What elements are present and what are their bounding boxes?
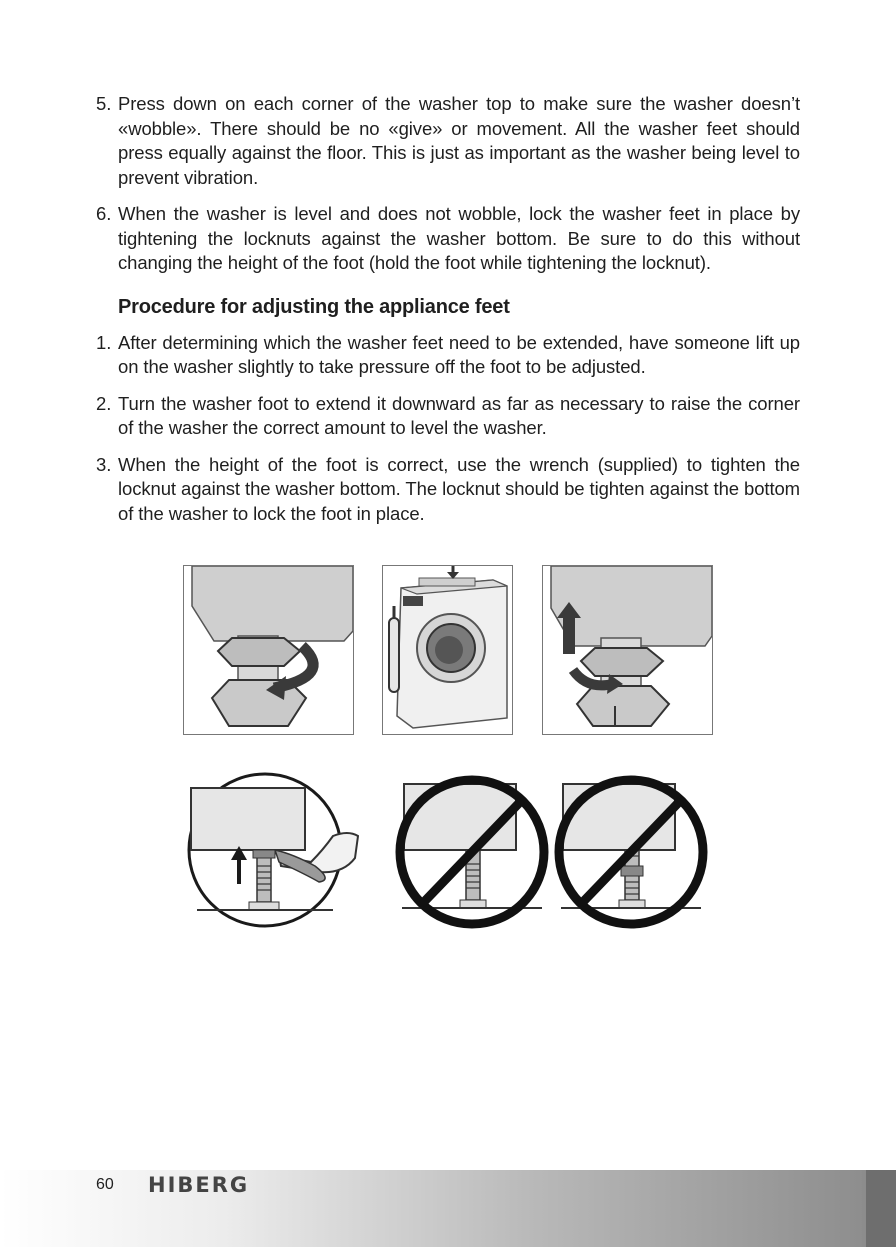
list-item <box>96 331 800 380</box>
figure-wrench-tighten <box>183 770 359 930</box>
figure-locknut-turn <box>183 565 354 735</box>
list-item <box>96 202 800 276</box>
figure-prohibited-1 <box>392 770 552 934</box>
item-number: 1. <box>96 331 112 353</box>
item-number: 5. <box>96 93 112 114</box>
item-number: 3. <box>96 453 112 475</box>
item-text: After determining which the washer feet need to be extended, have someone lift up on the washer slightly to take pressure off the foot to be adjusted. <box>118 331 800 377</box>
list-item <box>96 392 800 441</box>
item-text: When the washer is level and does not wobble, lock the washer feet in place by tightening the locknuts against the washer bottom. Be sure to do this without changing the height of the foot (hold the foot while tightening the locknut). <box>118 203 800 273</box>
page-number: 60 <box>96 1176 114 1193</box>
item-text: Turn the washer foot to extend it downward as far as necessary to raise the corner of the washer the correct amount to level the washer. <box>118 392 800 438</box>
footer-tab <box>866 1170 896 1247</box>
item-number: 6. <box>96 203 112 224</box>
page-footer <box>0 1170 896 1247</box>
list-item <box>96 92 800 190</box>
item-text: Press down on each corner of the washer top to make sure the washer doesn’t «wobble». There should be no «give» or movement. All the washer feet should press equally against the floor. This is just as important as the washer being level to prevent vibration. <box>118 93 800 188</box>
section-heading: Procedure for adjusting the appliance feet <box>118 295 510 318</box>
figure-foot-raise <box>542 565 713 735</box>
item-text: When the height of the foot is correct, use the wrench (supplied) to tighten the locknut against the washer bottom. The locknut should be tighten against the bottom of the washer to lock the foot in place. <box>118 453 800 524</box>
instructions-text <box>96 92 800 538</box>
figure-washer-front <box>382 565 513 735</box>
figure-prohibited-2 <box>551 770 711 934</box>
list-item <box>96 453 800 527</box>
brand-logo: HIBERG <box>148 1173 250 1197</box>
item-number: 2. <box>96 392 112 414</box>
